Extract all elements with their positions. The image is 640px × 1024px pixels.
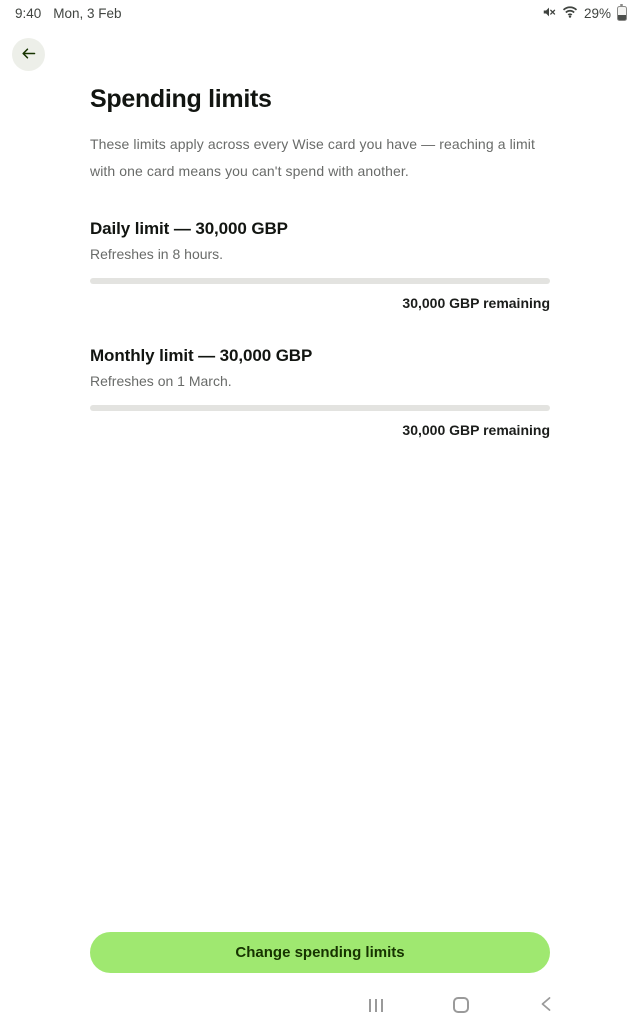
recents-button[interactable]	[354, 990, 398, 1020]
page-description: These limits apply across every Wise card you have — reaching a limit with one card means you can't spend with another.	[90, 136, 535, 179]
monthly-limit-section	[90, 345, 550, 439]
daily-limit-refresh: Refreshes in 8 hours.	[90, 246, 224, 262]
nav-back-button[interactable]	[524, 990, 568, 1020]
recents-icon	[369, 999, 383, 1012]
wifi-icon	[562, 5, 578, 21]
daily-limit-progress-bar	[90, 278, 550, 284]
page-title: Spending limits	[90, 85, 272, 113]
mute-icon	[542, 5, 556, 22]
back-arrow-icon	[20, 45, 37, 65]
battery-icon	[617, 6, 627, 21]
monthly-limit-title: Monthly limit — 30,000 GBP	[90, 346, 313, 365]
back-button[interactable]	[12, 38, 45, 71]
monthly-limit-refresh: Refreshes on 1 March.	[90, 373, 232, 389]
battery-percent: 29%	[583, 5, 611, 21]
status-time: 9:40	[15, 5, 42, 21]
status-date: Mon, 3 Feb	[53, 5, 122, 21]
battery-cap	[620, 4, 623, 6]
daily-limit-section	[90, 218, 550, 312]
android-nav-bar	[0, 990, 640, 1024]
status-left	[15, 6, 122, 21]
daily-limit-remaining: 30,000 GBP remaining	[402, 295, 550, 311]
battery-fill	[618, 15, 626, 19]
home-icon	[453, 997, 469, 1013]
monthly-limit-remaining: 30,000 GBP remaining	[402, 422, 550, 438]
monthly-limit-progress-bar	[90, 405, 550, 411]
status-right	[542, 5, 627, 22]
change-spending-limits-button[interactable]: Change spending limits	[90, 932, 550, 973]
status-bar	[0, 0, 640, 24]
home-button[interactable]	[439, 990, 483, 1020]
daily-limit-title: Daily limit — 30,000 GBP	[90, 219, 288, 238]
nav-back-icon	[539, 996, 553, 1015]
main-content	[0, 84, 640, 439]
